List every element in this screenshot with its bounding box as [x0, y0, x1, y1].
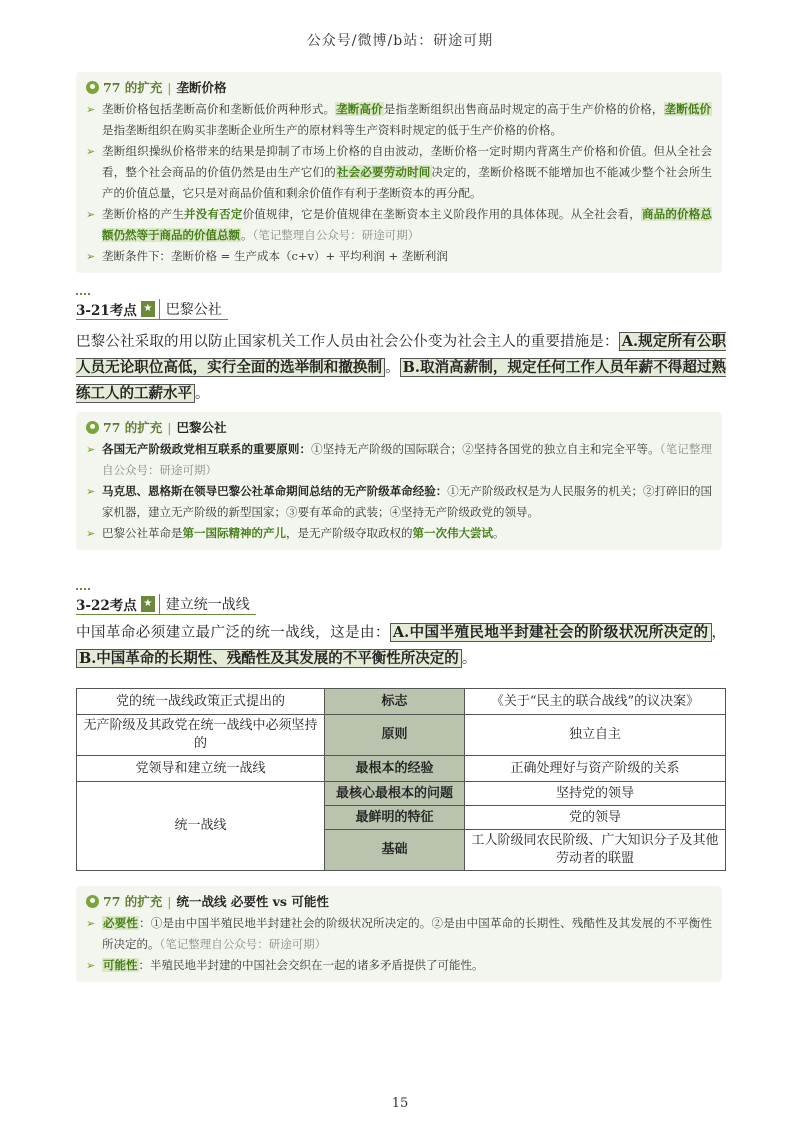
expansion-label: 77 的扩充	[103, 894, 163, 909]
bold-text: 各国无产阶级政党相互联系的重要原则：	[102, 442, 312, 456]
text: 。	[241, 228, 253, 242]
bullet-item	[86, 204, 712, 246]
table-cell: 工人阶级同农民阶级、广大知识分子及其他劳动者的联盟	[465, 830, 726, 871]
text: ①坚持无产阶级的国际联合；②坚持各国党的独立自主和完全平等。	[311, 442, 660, 456]
page-number: 15	[391, 1096, 409, 1111]
text: 。	[385, 360, 400, 376]
section-heading-3-22	[76, 593, 256, 615]
table-cell: 党的领导	[465, 806, 726, 830]
arrow-bullet-icon: ➢	[86, 145, 96, 158]
arrow-bullet-icon: ➢	[86, 250, 96, 263]
table-cell: 《关于“民主的联合战线”的议决案》	[465, 689, 726, 715]
answer-b: B.中国革命的长期性、残酷性及其发展的不平衡性所决定的	[76, 649, 462, 668]
expansion-label: 77 的扩充	[103, 420, 163, 435]
arrow-bullet-icon: ➢	[86, 208, 96, 221]
table-cell: 正确处理好与资产阶级的关系	[465, 756, 726, 782]
arrow-bullet-icon: ➢	[86, 527, 96, 540]
section-number: 3-22考点	[76, 594, 141, 614]
title-separator: |	[167, 419, 172, 435]
text: 垄断条件下：垄断价格 = 生产成本（c+v）+ 平均利润 + 垄断利润	[102, 249, 448, 263]
section-number: 3-21考点	[76, 299, 141, 319]
bullet-item	[86, 955, 712, 976]
section-title: 建立统一战线	[159, 594, 256, 614]
section-paragraph	[76, 620, 726, 672]
highlight: 垄断高价	[336, 102, 383, 116]
text: 。	[195, 386, 210, 402]
text: ：①是由中国半殖民地半封建社会的阶级状况所决定的。②是由中国革命的长期性、残酷性及其发展的不平衡性所决定的。	[102, 916, 712, 951]
text: 垄断组织操纵价格带来的结果是抑制了市场上价格的自由波动，垄断价格一定时期内背离生产价格和价值。但从全社会看，整个社会商品的价值仍然是由生产它们的	[102, 144, 712, 179]
answer-b: B.取消高薪制，规定任何工作人员年薪不得超过熟练工人的工薪水平	[76, 359, 726, 402]
bullet-item	[86, 141, 712, 204]
highlight: 垄断低价	[664, 102, 712, 116]
bullet-item	[86, 523, 712, 544]
expansion-topic: 垄断价格	[176, 80, 227, 95]
highlight: 社会必要劳动时间	[336, 165, 431, 179]
united-front-table	[76, 688, 726, 871]
source-note: （笔记整理自公众号：研途可期）	[252, 228, 420, 242]
arrow-bullet-icon: ➢	[86, 443, 96, 456]
text: 中国革命必须建立最广泛的统一战线，这是由：	[76, 625, 390, 641]
highlight: 并没有否定	[184, 207, 243, 221]
star-icon: ★	[141, 596, 155, 612]
text: ①无产阶级政权是为人民服务的机关；②打碎旧的国家机器，建立无产阶级的新型国家；③要有革命的武装；④坚持无产阶级政党的领导。	[102, 484, 713, 519]
expansion-title	[86, 78, 712, 96]
source-note: （笔记整理自公众号：研途可期）	[159, 937, 327, 951]
section-heading-3-21	[76, 298, 228, 320]
table-row	[77, 689, 726, 715]
lightbulb-icon	[86, 895, 99, 908]
expansion-box-monopoly-price	[76, 72, 722, 273]
expansion-title	[86, 418, 712, 436]
table-cell: 基础	[325, 830, 465, 871]
arrow-bullet-icon: ➢	[86, 485, 96, 498]
answer-a: A.规定所有公职人员无论职位高低，实行全面的选举制和撤换制	[76, 333, 726, 376]
lightbulb-icon	[86, 81, 99, 94]
text: ：半殖民地半封建的中国社会交织在一起的诸多矛盾提供了可能性。	[138, 958, 484, 972]
star-icon: ★	[141, 301, 155, 317]
lightbulb-icon	[86, 421, 99, 434]
section-paragraph	[76, 329, 726, 407]
highlight: 第一次伟大尝试	[412, 526, 493, 540]
text: ，是无产阶级夺取政权的	[286, 526, 413, 540]
text: 。	[493, 526, 505, 540]
arrow-bullet-icon: ➢	[86, 959, 96, 972]
table-row	[77, 715, 726, 756]
page-header: 公众号/微博/b站：研途可期	[306, 33, 494, 49]
bold-text: 马克思、恩格斯在领导巴黎公社革命期间总结的无产阶级革命经验：	[102, 484, 448, 498]
text: 。	[461, 651, 477, 667]
text: 决定的，垄断价格既不能增加也不能减少整个社会所生产的价值总量，它只是对商品价值和剩余价值作有利于垄断资本的再分配。	[102, 165, 713, 200]
highlight: 第一国际精神的产儿	[182, 526, 286, 540]
table-cell: 独立自主	[465, 715, 726, 756]
source-note: （笔记整理自公众号：研途可期）	[102, 442, 713, 477]
title-separator: |	[167, 79, 172, 95]
highlight: 商品的价格总额仍然等于商品的价值总额	[102, 207, 713, 242]
table-cell: 最鲜明的特征	[325, 806, 465, 830]
table-cell: 原则	[325, 715, 465, 756]
table-cell: 统一战线	[77, 782, 325, 871]
arrow-bullet-icon: ➢	[86, 103, 96, 116]
highlight: 可能性	[103, 958, 138, 972]
answer-a: A.中国半殖民地半封建社会的阶级状况所决定的	[390, 623, 712, 642]
table-cell: 无产阶级及其政党在统一战线中必须坚持的	[77, 715, 325, 756]
bullet-item	[86, 99, 712, 141]
text: 垄断价格的产生	[102, 207, 185, 221]
bullet-item	[86, 481, 712, 523]
table-row	[77, 782, 726, 806]
section-title: 巴黎公社	[159, 299, 228, 319]
table-cell: 最根本的经验	[325, 756, 465, 782]
table-row	[77, 756, 726, 782]
text: 是指垄断组织出售商品时规定的高于生产价格的价格，	[383, 102, 664, 116]
expansion-title	[86, 892, 712, 910]
table-cell: 党的统一战线政策正式提出的	[77, 689, 325, 715]
text: ，	[711, 625, 727, 641]
expansion-topic: 巴黎公社	[176, 420, 227, 435]
bullet-item	[86, 439, 712, 481]
arrow-bullet-icon: ➢	[86, 917, 96, 930]
expansion-label: 77 的扩充	[103, 80, 163, 95]
table-cell: 党领导和建立统一战线	[77, 756, 325, 782]
table-cell: 最核心最根本的问题	[325, 782, 465, 806]
text: 巴黎公社革命是	[102, 526, 183, 540]
table-cell: 坚持党的领导	[465, 782, 726, 806]
bullet-item	[86, 246, 712, 267]
expansion-box-united-front	[76, 886, 722, 982]
text: 巴黎公社采取的用以防止国家机关工作人员由社会公仆变为社会主人的重要措施是：	[76, 334, 619, 350]
bullet-item	[86, 913, 712, 955]
text: 垄断价格包括垄断高价和垄断低价两种形式。	[102, 102, 336, 116]
text: 价值规律，它是价值规律在垄断资本主义阶段作用的具体体现。从全社会看，	[242, 207, 641, 221]
text: 是指垄断组织在购买非垄断企业所生产的原材料等生产资料时规定的低于生产价格的价格。	[102, 123, 562, 137]
expansion-box-paris-commune	[76, 412, 722, 550]
highlight: 必要性	[103, 916, 139, 930]
expansion-topic: 统一战线 必要性 vs 可能性	[176, 894, 329, 909]
title-separator: |	[167, 893, 172, 909]
table-cell: 标志	[325, 689, 465, 715]
